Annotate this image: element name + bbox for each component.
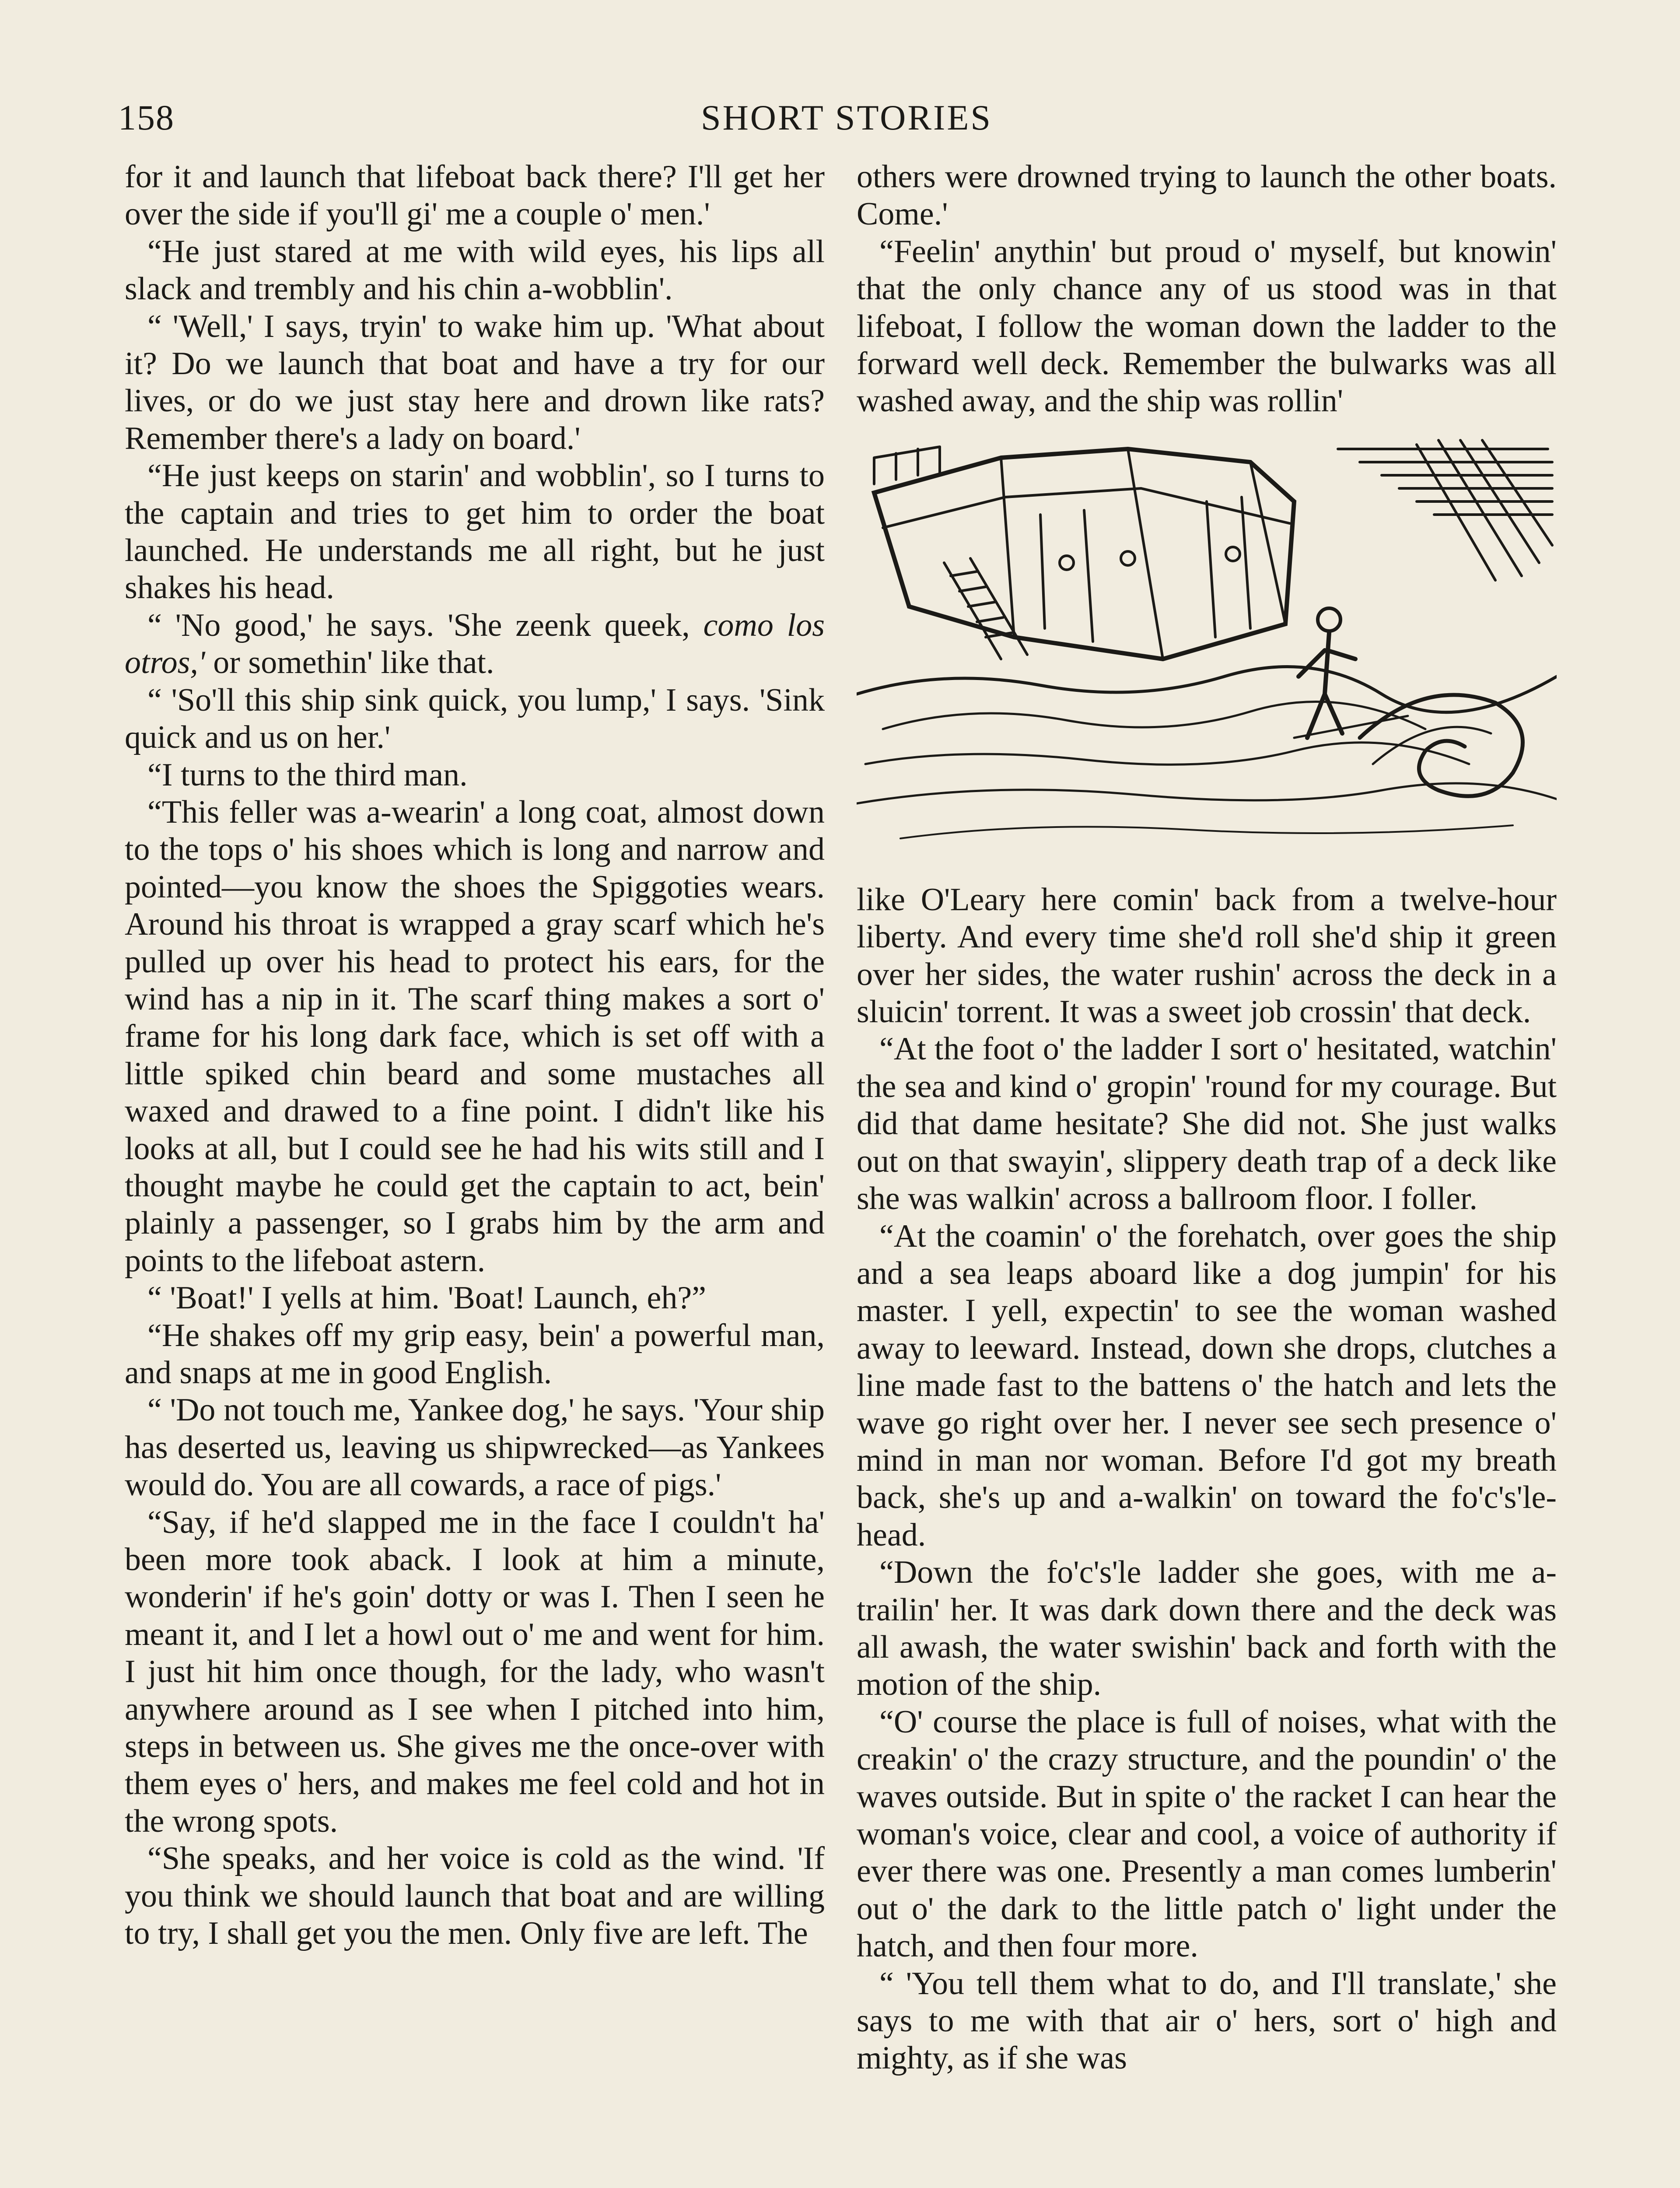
paragraph: like O'Leary here comin' back from a twelve-hour liberty. And every time she'd roll she'd ship it green over her sides, the water rushin' across the deck in a sluicin' torrent. It was a sweet job crossin' that deck. [857,881,1557,1030]
page-number: 158 [118,98,175,137]
paragraph [125,607,825,682]
running-head: SHORT STORIES [700,98,993,137]
paragraph: “He just keeps on starin' and wobblin', so I turns to the captain and tries to get him to order the boat launched. He understands me all right, but he just shakes his head. [125,458,825,606]
paragraph: “She speaks, and her voice is cold as the wind. 'If you think we should launch that boat and are willing to try, I shall get you the men. Only five are left. The [125,1841,825,1952]
paragraph: for it and launch that lifeboat back there? I'll get her over the side if you'll gi' me a couple o' men.' [125,159,825,232]
paragraph: “I turns to the third man. [147,757,468,793]
paragraph: “He shakes off my grip easy, bein' a powerful man, and snaps at me in good English. [125,1317,825,1391]
paragraph: “ 'Boat!' I yells at him. 'Boat! Launch, eh?” [147,1280,707,1316]
paragraph: “Feelin' anythin' but proud o' myself, but knowin' that the only chance any of us stood was in that lifeboat, I follow the woman down the ladder to the forward well deck. Remember the bulwarks was all washed away, and the ship was rollin' [857,233,1557,419]
right-column [857,158,1557,2077]
left-column [125,158,825,1953]
paragraph: “ 'So'll this ship sink quick, you lump,' I says. 'Sink quick and us on her.' [125,682,825,756]
paragraph-text: “ 'No good,' he says. 'She zeenk queek, [147,607,704,643]
paragraph: “ 'Do not touch me, Yankee dog,' he says. 'Your ship has deserted us, leaving us shipwrecked—as Yankees would do. You are all cowards, a race of pigs.' [125,1392,825,1503]
ship-deck-wave-illustration [857,431,1557,869]
paragraph: “This feller was a-wearin' a long coat, almost down to the tops o' his shoes which is long and narrow and pointed—you know the shoes the Spiggoties wears. Around his throat is wrapped a gray scarf which he's pulled up over his head to protect his ears, for the wind has a nip in it. The scarf thing makes a sort o' frame for his long dark face, which is set off with a little spiked chin beard and some mustaches all waxed and drawed to a fine point. I didn't like his looks at all, but I could see he had his wits still and I thought maybe he could get the captain to act, bein' plainly a passenger, so I grabs him by the arm and points to the lifeboat astern. [125,794,825,1279]
paragraph: “At the coamin' o' the forehatch, over goes the ship and a sea leaps aboard like a dog jumpin' for his master. I yell, expectin' to see the woman washed away to leeward. Instead, down she drops, clutches a line made fast to the battens o' the hatch and lets the wave go right over her. I never see sech presence o' mind in man nor woman. Before I'd got my breath back, she's up and a-walkin' on toward the fo'c's'le-head. [857,1218,1557,1553]
paragraph-text: or somethin' like that. [205,645,494,681]
paragraph: “He just stared at me with wild eyes, his lips all slack and trembly and his chin a-wobblin'. [125,233,825,307]
paragraph: “ 'Well,' I says, tryin' to wake him up. 'What about it? Do we launch that boat and have a try for our lives, or do we just stay here and drown like rats? Remember there's a lady on board.' [125,308,825,456]
italic-phrase: como los otros,' [125,607,825,681]
page-header [118,97,1575,141]
paragraph: “Say, if he'd slapped me in the face I couldn't ha' been more took aback. I look at him a minute, wonderin' if he's goin' dotty or was I. Then I seen he meant it, and I let a howl out o' me and went for him. I just hit him once though, for the lady, who wasn't anywhere around as I see when I pitched into him, steps in between us. She gives me the once-over with them eyes o' hers, and makes me feel cold and hot in the wrong spots. [125,1504,825,1839]
paragraph: others were drowned trying to launch the other boats. Come.' [857,159,1557,232]
paragraph: “Down the fo'c's'le ladder she goes, with me a-trailin' her. It was dark down there and the deck was all awash, the water swishin' back and forth with the motion of the ship. [857,1554,1557,1703]
paragraph: “O' course the place is full of noises, what with the creakin' o' the crazy structure, and the poundin' o' the waves outside. But in spite o' the racket I can hear the woman's voice, clear and cool, a voice of authority if ever there was one. Presently a man comes lumberin' out o' the dark to the little patch o' light under the hatch, and then four more. [857,1704,1557,1964]
paragraph: “At the foot o' the ladder I sort o' hesitated, watchin' the sea and kind o' gropin' 'round for my courage. But did that dame hesitate? She did not. She just walks out on that swayin', slippery death trap of a deck like she was walkin' across a ballroom floor. I foller. [857,1031,1557,1217]
paragraph: “ 'You tell them what to do, and I'll translate,' she says to me with that air o' hers, sort o' high and mighty, as if she was [857,1965,1557,2076]
